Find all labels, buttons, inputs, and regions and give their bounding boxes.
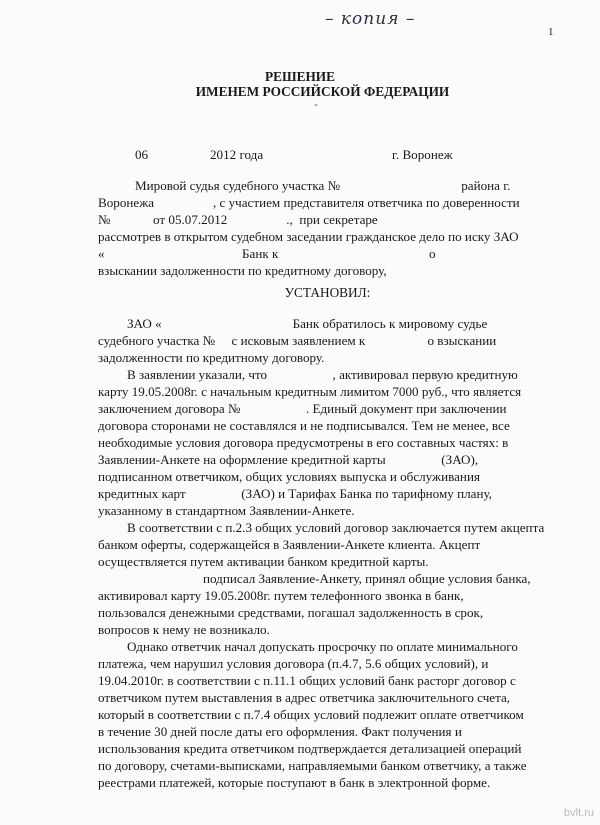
- body-line: заключением договора № . Единый документ при заключении: [98, 401, 507, 416]
- page-number: 1: [548, 26, 554, 38]
- body-line: осуществляется путем активации банком кредитной карты.: [98, 554, 429, 569]
- intro-line: Воронежа , с участием представителя ответчика по доверенности: [98, 195, 520, 210]
- body-line: указанному в стандартном Заявлении-Анкете.: [98, 503, 355, 518]
- body-line: активировал карту 19.05.2008г. путем телефонного звонка в банк,: [98, 588, 464, 603]
- intro-line: рассмотрев в открытом судебном заседании гражданское дело по иску ЗАО: [98, 229, 519, 244]
- date-year: 2012 года: [210, 147, 264, 162]
- body-line: банком оферты, содержащейся в Заявлении-Анкете клиента. Акцепт: [98, 537, 481, 552]
- body-line: подписал Заявление-Анкету, принял общие условия банка,: [203, 571, 531, 586]
- body-line: кредитных карт (ЗАО) и Тарифах Банка по тарифному плану,: [98, 486, 492, 501]
- intro-line: № от 05.07.2012 ., при секретаре: [98, 212, 378, 227]
- body-line: необходимые условия договора предусмотрены в его составных частях: в: [98, 435, 509, 450]
- body-line: В соответствии с п.2.3 общих условий договор заключается путем акцепта: [127, 520, 545, 535]
- body-line: ЗАО « Банк обратилось к мировому судье: [127, 316, 488, 331]
- body-line: договора сторонами не составлялся и не подписывался. Тем не менее, все: [98, 418, 510, 433]
- header-mark: -: [314, 97, 318, 111]
- body-line: пользовался денежными средствами, погашал задолженность в срок,: [98, 605, 484, 620]
- site-watermark: bvlt.ru: [564, 807, 594, 819]
- intro-line: « Банк к о: [98, 246, 436, 261]
- body-line: Заявлении-Анкете на оформление кредитной карты (ЗАО),: [98, 452, 479, 467]
- document-title: РЕШЕНИЕ: [264, 69, 336, 84]
- body-line: вопросов к нему не возникало.: [98, 622, 270, 637]
- body-line: судебного участка № с исковым заявлением к о взыскании: [98, 333, 497, 348]
- body-line: реестрами платежей, которые поступают в банк в электронной форме.: [98, 775, 491, 790]
- body-line: задолженности по кредитному договору.: [98, 350, 325, 365]
- body-line: 19.04.2010г. в соответствии с п.11.1 общих условий банк расторг договор с: [98, 673, 516, 688]
- body-line: В заявлении указали, что , активировал первую кредитную: [127, 367, 518, 382]
- body-line: Однако ответчик начал допускать просрочку по оплате минимального: [127, 639, 518, 654]
- body-line: по договору, счетами-выписками, направляемыми банком ответчику, а также: [98, 758, 527, 773]
- body-line: который в соответствии с п.7.4 общих условий подлежит оплате ответчиком: [98, 707, 524, 722]
- date-city: г. Воронеж: [392, 147, 453, 162]
- body-line: использования кредита ответчиком подтверждается детализацией операций: [98, 741, 522, 756]
- intro-line: взыскании задолженности по кредитному договору,: [98, 263, 387, 278]
- body-line: ответчиком путем выставления в адрес ответчика заключительного счета,: [98, 690, 511, 705]
- date-day: 06: [135, 147, 149, 162]
- document-subtitle: ИМЕНЕМ РОССИЙСКОЙ ФЕДЕРАЦИИ: [195, 84, 450, 99]
- copy-stamp: – копия –: [325, 9, 416, 29]
- body-line: платежа, чем нарушил условия договора (п.4.7, 5.6 общих условий), и: [98, 656, 489, 671]
- body-line: подписанном ответчиком, общих условиях выпуска и обслуживания: [98, 469, 480, 484]
- established-heading: УСТАНОВИЛ:: [284, 285, 371, 300]
- body-line: карту 19.05.2008г. с начальным кредитным лимитом 7000 руб., что является: [98, 384, 522, 399]
- intro-line: Мировой судья судебного участка № района г.: [135, 178, 511, 193]
- body-line: в течение 30 дней после даты его оформления. Факт получения и: [98, 724, 462, 739]
